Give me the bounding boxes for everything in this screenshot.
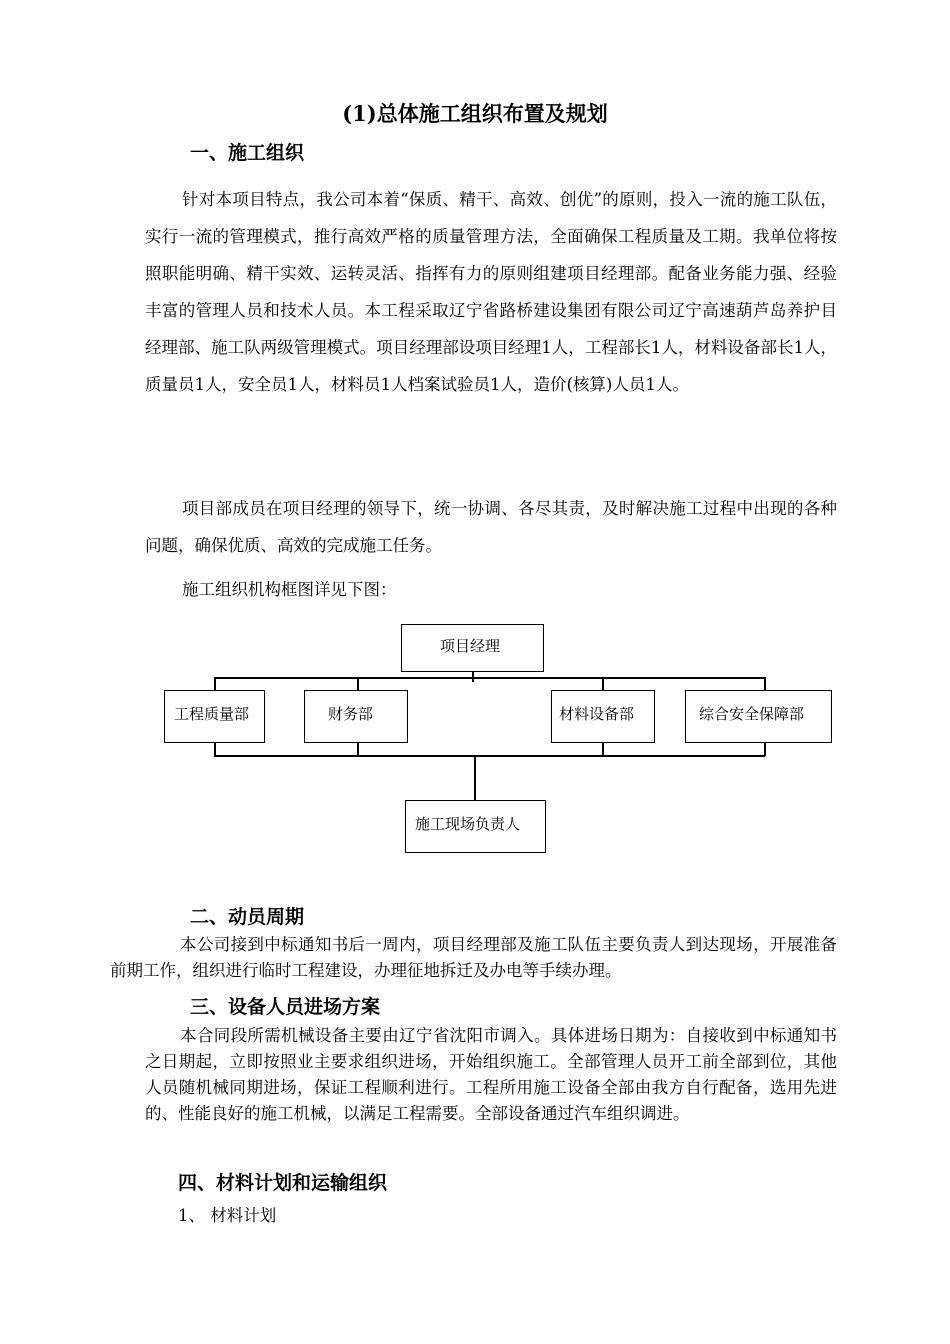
- paragraph-mobilization: 本公司接到中标通知书后一周内，项目经理部及施工队伍主要负责人到达现场，开展准备前期工作，组织进行临时工程建设，办理征地拆迁及办电等手续办理。: [110, 935, 837, 980]
- connector-line: [357, 742, 359, 756]
- section-heading-entry-plan: 三、设备人员进场方案: [190, 996, 381, 1018]
- subsection-heading-material-plan: 1、 材料计划: [178, 1206, 277, 1225]
- org-node-label: 材料设备部: [559, 705, 635, 723]
- connector-line: [764, 742, 766, 756]
- connector-line: [357, 677, 359, 691]
- org-node-label: 项目经理: [440, 637, 501, 655]
- connector-line: [214, 742, 216, 756]
- connector-line: [764, 677, 766, 691]
- connector-line: [214, 755, 765, 757]
- connector-line: [214, 677, 765, 679]
- chart-caption: 施工组织机构框图详见下图：: [182, 580, 397, 599]
- paragraph-organization-intro: 针对本项目特点，我公司本着“保质、精干、高效、创优”的原则，投入一流的施工队伍，实行一流的管理模式，推行高效严格的质量管理方法，全面确保工程质量及工期。我单位将按照职能明确、精干实效、运转灵活、指挥有力的原则组建项目经理部。配备业务能力强、经验丰富的管理人员和技术人员。本工程采取辽宁省路桥建设集团有限公司辽宁高速葫芦岛养护目经理部、施工队两级管理模式。项目经理部设项目经理1人，工程部长1人，材料设备部长1人，质量员1人，安全员1人，材料员1人档案试验员1人，造价(核算)人员1人。: [145, 190, 837, 394]
- org-node-materials-dept: [551, 690, 655, 743]
- org-node-quality-dept: [164, 690, 265, 743]
- section-heading-mobilization: 二、动员周期: [190, 906, 305, 928]
- connector-line: [214, 677, 216, 691]
- connector-line: [602, 742, 604, 756]
- org-node-label: 综合安全保障部: [699, 705, 805, 723]
- org-node-site-manager: [405, 800, 546, 853]
- org-node-label: 财务部: [328, 705, 374, 723]
- section-heading-organization: 一、施工组织: [190, 142, 305, 164]
- connector-line: [602, 677, 604, 691]
- org-node-finance-dept: [304, 690, 408, 743]
- org-node-project-manager: [401, 624, 544, 672]
- section-heading-materials: 四、材料计划和运输组织: [178, 1172, 388, 1194]
- connector-line: [474, 755, 476, 801]
- paragraph-team-coordination: 项目部成员在项目经理的领导下，统一协调、各尽其责，及时解决施工过程中出现的各种问题，确保优质、高效的完成施工任务。: [145, 499, 837, 555]
- document-title: (1)总体施工组织布置及规划: [342, 101, 608, 126]
- org-node-label: 工程质量部: [174, 705, 250, 723]
- paragraph-entry-plan: 本合同段所需机械设备主要由辽宁省沈阳市调入。具体进场日期为：自接收到中标通知书之日期起，立即按照业主要求组织进场，开始组织施工。全部管理人员开工前全部到位，其他人员随机械同期进场，保证工程顺利进行。工程所用施工设备全部由我方自行配备，选用先进的、性能良好的施工机械，以满足工程需要。全部设备通过汽车组织调进。: [145, 1026, 837, 1123]
- org-node-safety-dept: [685, 690, 832, 743]
- org-node-label: 施工现场负责人: [415, 815, 521, 833]
